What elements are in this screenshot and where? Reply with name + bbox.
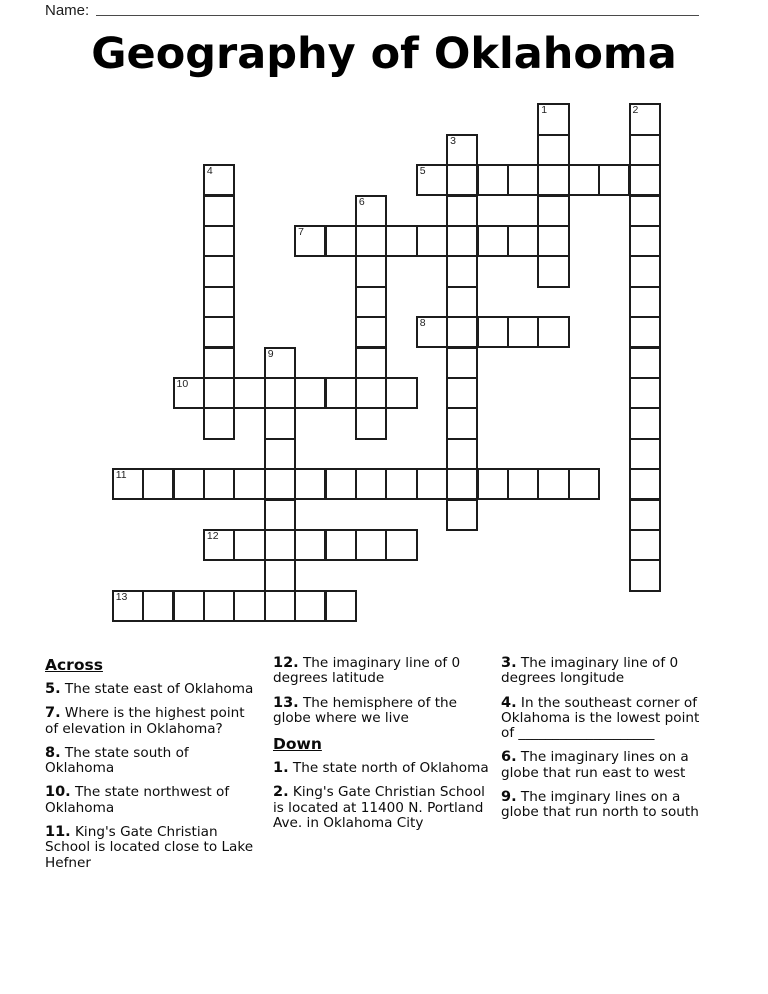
grid-cell bbox=[203, 529, 235, 561]
clue-text: In the southeast corner of Oklahoma is the lowest point of ____________________ bbox=[501, 694, 700, 742]
clue-item bbox=[273, 785, 492, 831]
grid-cell bbox=[629, 468, 661, 500]
grid-cell bbox=[507, 164, 539, 196]
clue-number: 9. bbox=[501, 789, 517, 806]
grid-cell bbox=[264, 407, 296, 439]
grid-cell bbox=[568, 468, 600, 500]
clue-item bbox=[273, 696, 492, 727]
clue-item bbox=[501, 790, 714, 821]
grid-cell bbox=[355, 195, 387, 227]
grid-cell bbox=[355, 407, 387, 439]
grid-cell bbox=[355, 347, 387, 379]
clue-number: 5. bbox=[45, 681, 61, 697]
clue-item bbox=[501, 656, 714, 687]
grid-cell bbox=[294, 468, 326, 500]
grid-cell bbox=[507, 468, 539, 500]
grid-cell bbox=[537, 316, 569, 348]
grid-cell bbox=[446, 347, 478, 379]
clue-column-3 bbox=[501, 656, 714, 830]
grid-cell bbox=[325, 590, 357, 622]
clue-text: The imaginary line of 0 degrees latitude bbox=[273, 655, 461, 687]
clue-column-1 bbox=[45, 656, 259, 880]
grid-cell bbox=[537, 255, 569, 287]
grid-cell bbox=[416, 164, 448, 196]
grid-cell bbox=[142, 590, 174, 622]
grid-cell bbox=[385, 529, 417, 561]
grid-cell bbox=[264, 468, 296, 500]
grid-cell bbox=[416, 316, 448, 348]
grid-cell bbox=[203, 255, 235, 287]
grid-cell bbox=[537, 103, 569, 135]
clue-text: The state north of Oklahoma bbox=[288, 760, 489, 777]
clue-number: 11. bbox=[45, 824, 71, 841]
grid-cell bbox=[233, 529, 265, 561]
grid-cell bbox=[477, 316, 509, 348]
clue-text: The hemisphere of the globe where we live bbox=[273, 694, 458, 726]
grid-cell bbox=[203, 590, 235, 622]
grid-cell bbox=[203, 286, 235, 318]
grid-cell bbox=[537, 468, 569, 500]
grid-cell bbox=[355, 255, 387, 287]
cell-number: 12 bbox=[206, 529, 219, 542]
grid-cell bbox=[598, 164, 630, 196]
grid-cell bbox=[629, 529, 661, 561]
grid-cell bbox=[112, 590, 144, 622]
clue-text: The imaginary lines on a globe that run east to west bbox=[501, 749, 689, 781]
grid-cell bbox=[629, 316, 661, 348]
clue-number: 6. bbox=[501, 749, 517, 766]
grid-cell bbox=[446, 225, 478, 257]
grid-cell bbox=[507, 225, 539, 257]
grid-cell bbox=[325, 225, 357, 257]
grid-cell bbox=[203, 195, 235, 227]
grid-cell bbox=[355, 529, 387, 561]
clue-number: 1. bbox=[273, 760, 289, 777]
clue-text: King's Gate Christian School is located close to Lake Hefner bbox=[45, 824, 254, 871]
grid-cell bbox=[325, 377, 357, 409]
grid-cell bbox=[203, 407, 235, 439]
clue-item bbox=[45, 785, 259, 816]
grid-cell bbox=[294, 377, 326, 409]
grid-cell bbox=[233, 468, 265, 500]
grid-cell bbox=[629, 559, 661, 591]
grid-cell bbox=[446, 164, 478, 196]
grid-cell bbox=[416, 225, 448, 257]
clue-text: Where is the highest point of elevation in Oklahoma? bbox=[45, 705, 245, 737]
clue-list-header: Down bbox=[273, 735, 322, 754]
clue-text: The state east of Oklahoma bbox=[60, 681, 254, 697]
grid-cell bbox=[446, 134, 478, 166]
grid-cell bbox=[446, 195, 478, 227]
clue-number: 12. bbox=[273, 655, 299, 671]
clue-item bbox=[45, 825, 259, 871]
clue-item bbox=[501, 750, 714, 781]
grid-cell bbox=[477, 468, 509, 500]
clue-item bbox=[45, 746, 259, 777]
grid-cell bbox=[446, 316, 478, 348]
clue-text: The state northwest of Oklahoma bbox=[45, 784, 230, 816]
clue-column-2 bbox=[273, 656, 492, 840]
grid-cell bbox=[629, 164, 661, 196]
grid-cell bbox=[203, 225, 235, 257]
clue-item bbox=[45, 682, 259, 697]
grid-cell bbox=[629, 407, 661, 439]
grid-cell bbox=[173, 468, 205, 500]
grid-cell bbox=[507, 316, 539, 348]
grid-cell bbox=[446, 499, 478, 531]
grid-cell bbox=[142, 468, 174, 500]
cell-number: 6 bbox=[358, 195, 365, 208]
grid-cell bbox=[629, 255, 661, 287]
grid-cell bbox=[294, 225, 326, 257]
cell-number: 4 bbox=[206, 165, 213, 178]
grid-cell bbox=[629, 499, 661, 531]
grid-cell bbox=[385, 377, 417, 409]
grid-cell bbox=[537, 134, 569, 166]
clue-list-header: Across bbox=[45, 656, 103, 674]
clue-item bbox=[501, 696, 714, 742]
page-title: Geography of Oklahoma bbox=[91, 29, 677, 79]
grid-cell bbox=[537, 164, 569, 196]
clue-text: King's Gate Christian School is located at 11400 N. Portland Ave. in Oklahoma City bbox=[273, 784, 485, 832]
grid-cell bbox=[203, 164, 235, 196]
clue-text: The imginary lines on a globe that run north to south bbox=[501, 789, 699, 821]
clue-number: 7. bbox=[45, 705, 61, 722]
grid-cell bbox=[203, 377, 235, 409]
grid-cell bbox=[629, 134, 661, 166]
grid-cell bbox=[264, 499, 296, 531]
grid-cell bbox=[629, 103, 661, 135]
grid-cell bbox=[264, 590, 296, 622]
grid-cell bbox=[264, 347, 296, 379]
grid-cell bbox=[233, 377, 265, 409]
name-label: Name: bbox=[45, 2, 90, 19]
grid-cell bbox=[264, 438, 296, 470]
grid-cell bbox=[629, 438, 661, 470]
grid-cell bbox=[294, 529, 326, 561]
grid-cell bbox=[537, 195, 569, 227]
grid-cell bbox=[537, 225, 569, 257]
clue-number: 8. bbox=[45, 744, 61, 761]
clue-text: The state south of Oklahoma bbox=[45, 744, 189, 777]
grid-cell bbox=[446, 286, 478, 318]
grid-cell bbox=[446, 255, 478, 287]
cell-number: 1 bbox=[541, 104, 548, 117]
cell-number: 10 bbox=[176, 377, 189, 390]
cell-number: 2 bbox=[632, 104, 639, 117]
clue-number: 10. bbox=[45, 784, 71, 801]
grid-cell bbox=[416, 468, 448, 500]
cell-number: 11 bbox=[115, 469, 127, 482]
grid-cell bbox=[325, 468, 357, 500]
clue-item bbox=[273, 761, 492, 776]
clue-number: 2. bbox=[273, 784, 289, 801]
cell-number: 5 bbox=[419, 165, 426, 178]
grid-cell bbox=[385, 468, 417, 500]
grid-cell bbox=[264, 377, 296, 409]
grid-cell bbox=[355, 286, 387, 318]
cell-number: 8 bbox=[419, 317, 426, 330]
cell-number: 7 bbox=[298, 225, 304, 238]
grid-cell bbox=[294, 590, 326, 622]
grid-cell bbox=[355, 225, 387, 257]
grid-cell bbox=[385, 225, 417, 257]
grid-cell bbox=[446, 377, 478, 409]
grid-cell bbox=[325, 529, 357, 561]
grid-cell bbox=[629, 377, 661, 409]
grid-cell bbox=[477, 164, 509, 196]
clue-number: 3. bbox=[501, 655, 517, 671]
clue-number: 13. bbox=[273, 694, 299, 711]
grid-cell bbox=[173, 590, 205, 622]
grid-cell bbox=[264, 559, 296, 591]
clue-item bbox=[273, 656, 492, 687]
grid-cell bbox=[629, 195, 661, 227]
grid-cell bbox=[568, 164, 600, 196]
grid-cell bbox=[629, 286, 661, 318]
grid-cell bbox=[355, 377, 387, 409]
grid-cell bbox=[264, 529, 296, 561]
grid-cell bbox=[203, 468, 235, 500]
cell-number: 9 bbox=[267, 347, 274, 360]
grid-cell bbox=[203, 316, 235, 348]
cell-number: 3 bbox=[450, 134, 456, 147]
grid-cell bbox=[355, 468, 387, 500]
grid-cell bbox=[446, 468, 478, 500]
grid-cell bbox=[233, 590, 265, 622]
grid-cell bbox=[629, 347, 661, 379]
grid-cell bbox=[112, 468, 144, 500]
grid-cell bbox=[446, 407, 478, 439]
grid-cell bbox=[446, 438, 478, 470]
grid-cell bbox=[203, 347, 235, 379]
clue-item bbox=[45, 706, 259, 737]
clue-number: 4. bbox=[501, 694, 517, 711]
grid-cell bbox=[477, 225, 509, 257]
cell-number: 13 bbox=[115, 590, 128, 603]
grid-cell bbox=[173, 377, 205, 409]
clue-text: The imaginary line of 0 degrees longitude bbox=[501, 655, 679, 687]
grid-cell bbox=[629, 225, 661, 257]
grid-cell bbox=[355, 316, 387, 348]
